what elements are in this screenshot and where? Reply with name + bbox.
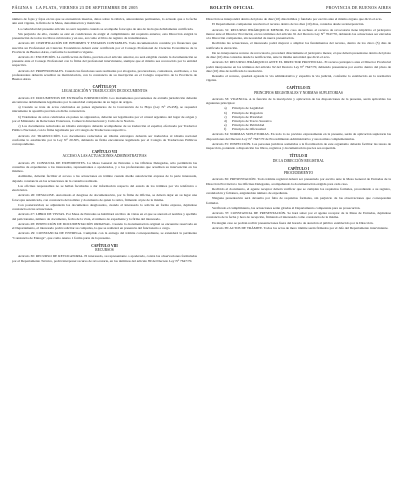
chapter-number: CAPÍTULO VIII xyxy=(91,243,118,248)
list-item-text: Principio de Tracto Sucesivo xyxy=(232,118,272,123)
chapter-heading xyxy=(206,167,391,176)
paragraph: Artículo 29: CONSTANCIA DE ENTREGA. Cumplido con la entrega del trámite correspondiente, se extenderá la pertinente "Constancia de Entrega", que como Anexo 1 forma parte de la presente. xyxy=(12,231,197,240)
chapter-number: CAPÍTULO VII xyxy=(91,150,118,155)
chapter-number: CAPÍTULO I xyxy=(287,166,310,171)
list-item-text: Principio de Legalidad xyxy=(232,106,264,111)
paragraph: El Departamento competente resolverá el recurso dentro de los diez (10) días, contados desde su interposición. xyxy=(212,22,365,27)
paragraph: Artículo 26: DESGLOSE. Autorizado el desglose de documentación, por la firma de Oficina, se deberá dejar en su lugar una fotocopia autenticada, con constancia del nombre y documento de quien lo retira, firmando al pie de la misma. xyxy=(12,193,197,202)
list-item-marker: f) xyxy=(224,126,227,131)
paragraph: La caducidad del presente artículo no será requisito cuando se acompañe fotocopia de una de las hojas debidamente certificada. xyxy=(18,26,194,31)
chapter-title: RECURSOS xyxy=(95,248,114,253)
issue-date: LA PLATA, VIERNES 23 DE SEPTIEMBRE DE 2005 xyxy=(36,5,138,10)
paragraph: Artículo 30: RECURSO DE REVOCATORIA. El interesado, su representante o apoderado, contra las observaciones formuladas por el Departamento Técnico, podrá interponer recurso de revocatoria, en los términos del artículo 89 del Decreto Ley N° 7647/70. xyxy=(12,254,197,263)
paragraph: Artículo 32: RECURSO JERÁRQUICO ANTE EL DIRECTOR PROVINCIAL. El recurso jerárquico ante el Director Provincial podrá interponerse en los términos del artículo 92 del Decreto Ley N° 7647/70, debiendo presentarse por escrito dentro del plazo de diez (10) días de notificada la resolución. xyxy=(206,60,391,73)
list-item-text: Principio de Prioridad xyxy=(232,114,263,119)
paragraph: Dirección se interpondrá dentro del plazo de diez (10) días hábiles y fundado por escrito ante el mismo órgano que dictó el acto. xyxy=(206,17,383,21)
paragraph: Verificado el cumplimiento, las actuaciones serán giradas al Departamento competente para su prosecución. xyxy=(212,205,361,210)
paragraph: Artículo 33: VIGENCIA. A la función de la inscripción y aplicación de las disposiciones de la presente, serán aplicables los siguientes principios: xyxy=(206,96,391,106)
list-item-marker: b) xyxy=(224,110,227,115)
paragraph: Las oficinas responsables no se hallan facultadas a dar información respecto del estado de los trámites por vía telefónica o electrónica. xyxy=(12,183,197,193)
page-number: PÁGINA 6 xyxy=(12,5,33,10)
paragraph: Asimismo, deberán facilitar el acceso a las actuaciones en trámite cuando medie autorización expresa de la parte interesada, dejando constancia en las actuaciones de la consulta realizada. xyxy=(12,174,197,183)
chapter-heading xyxy=(12,85,197,94)
paragraph: Resuelto el recurso, quedará agotada la vía administrativa y expedita la vía judicial, conforme lo establecido en la normativa vigente. xyxy=(206,74,391,83)
paragraph: Artículo 20: CERTIFICACIÓN DE INFORMES Y ESTADOS CONTABLES. Toda documentación contable y/o financiera que suscriba un Profesional en Ciencias Económicas deberá estar certificada por el Consejo Profesional de Ciencias Económicas de la Provincia de Buenos Aires, conforme la normativa vigente. xyxy=(12,41,197,54)
paragraph: Ninguna presentación será devuelta por falta de requisitos formales, sin perjuicio de las observaciones que correspondan formular. xyxy=(206,196,391,205)
paragraph: Artículo 27: LIBRO DE VISTAS. Por Mesa de Entradas se habilitará un libro de vistas en el que se anotará el nombre y apellido del peticionante, número de documento, fecha de la vista, el número de expediente y la firma del interesado. xyxy=(12,212,197,221)
list-item-marker: d) xyxy=(224,118,227,123)
chapter-heading xyxy=(206,86,391,95)
list-item-text: Principio de Rogación xyxy=(232,110,263,115)
chapter-title: LEGALIZACIÓN Y TRADUCCIÓN DE DOCUMENTOS xyxy=(61,89,148,94)
right-column xyxy=(206,17,391,264)
text-columns xyxy=(12,17,391,264)
paragraph: Recibidas las actuaciones, el interesado podrá mejorar o ampliar los fundamentos del recurso, dentro de los cinco (5) días de notificada la elevación. xyxy=(206,41,391,50)
page-header xyxy=(12,5,391,13)
paragraph: Artículo 37: CONSTANCIA DE PRESENTACIÓN. Se hará saber por el agente receptor de la Mesa de Entradas, dejándose constancia de la fecha y hora de recepción, firmando el interesado como constancia de la misma. xyxy=(206,211,391,220)
paragraph: Artículo 38: ACTOS DE TRÁMITE. Todos los actos de mero trámite serán firmados por el Jefe del Departamento interviniente. xyxy=(212,226,389,231)
chapter-number: TÍTULO II xyxy=(289,154,308,159)
paragraph: Artículo 28: INSPECCIÓN DE DOCUMENTACIÓN ORIGINAL. Cuando la documentación original se encuentre reservada en el Departamento, el interesado podrá solicitar su compulsa, la que se realizará en presencia del funcionario a cargo. xyxy=(12,221,197,231)
chapter-number: CAPÍTULO IX xyxy=(286,86,311,91)
paragraph: Artículo 23: DOCUMENTOS DE EXTRAÑA JURISDICCIÓN. Los instrumentos provenientes de extraña jurisdicción deberán encontrarse debidamente legalizados por la autoridad competente de su lugar de origen. xyxy=(12,95,197,104)
paragraph: Artículo 35: INSPECCIÓN. Las personas jurídicas sometidas a la fiscalización de este organismo deberán facilitar las tareas de inspección, poniendo a disposición los libros, registros y documentación que les sea requerida. xyxy=(206,141,391,151)
paragraph: Con posterioridad, se adjuntarán los documentos desglosados, cuando el interesado lo solicite en forma expresa, dejándose constancia en las actuaciones. xyxy=(12,202,197,212)
paragraph: Artículo 25: CONSULTA DE EXPEDIENTES. La Mesa General de Entradas o las Oficinas Delegadas, sólo permitirán las consultas de expedientes a los interesados, representantes o apoderados, y a los profesionales que acrediten su intervención en los mismos. xyxy=(12,160,197,174)
chapter-title: DE LA DIRECCIÓN REGISTRAL xyxy=(272,158,325,163)
paragraph: Artículo 34: NORMAS SUPLETORIAS. En todo lo no previsto expresamente en la presente, serán de aplicación supletoria las disposiciones del Decreto Ley N° 7647/70 de Procedimiento Administrativo y sus normas complementarias. xyxy=(206,132,391,141)
gazette-title: BOLETÍN OFICIAL xyxy=(209,5,254,10)
paragraph: Sin perjuicio de ello, cuando se esté en condiciones de exigir el cumplimiento del requisito anterior, esta Dirección exigirá la presentación de todos los libros rubricados y en uso, así como el libro de registro de transmisiones. xyxy=(12,31,197,40)
principles-list xyxy=(224,106,391,131)
chapter-heading xyxy=(12,244,197,253)
paragraph: Recibido el documento, el agente receptor deberá verificar que se cumplan los requisitos formales, procediendo a su registro, caratulación y foliatura, asignándole número de expediente. xyxy=(206,186,391,196)
left-column xyxy=(12,17,197,264)
list-item xyxy=(224,127,391,131)
chapter-title: PRINCIPIOS REGISTRALES Y NORMAS SUPLETORIAS xyxy=(254,90,343,95)
paragraph: Artículo 36: PRESENTACIÓN. Todo trámite registral deberá ser presentado por escrito ante la Mesa General de Entradas de la Dirección Provincial o las Oficinas Delegadas, acompañando la documentación exigida para cada caso. xyxy=(206,177,391,186)
paragraph: Artículo 24: TRADUCCIÓN. Los documentos redactados en idioma extranjero deberán ser traducidos al idioma nacional conforme lo establecido por la Ley N° 20.305, debiendo su firma encontrarse legalizada por el Colegio de Traductores Públicos correspondiente. xyxy=(12,133,197,147)
list-item-text: Principio de Publicidad xyxy=(232,122,265,127)
paragraph: En ningún caso se podrán recibir presentaciones fuera del horario de atención al público establecido por la Dirección. xyxy=(212,220,374,225)
list-item-marker: a) xyxy=(224,106,227,111)
paragraph: Artículo 21: EXCEPCIÓN. La certificación de firma, prevista en el artículo anterior, no será exigible cuando la documentación se presente ante el Consejo Profesional con la firma del profesional interviniente, siempre que el mismo sea reconocido por la entidad respectiva. xyxy=(12,55,197,68)
list-item-marker: c) xyxy=(224,114,227,119)
paragraph: a) Cuando se trate de actos celebrados en países signatarios de la Convención de la Haya (Ley N° 23.458), se requerirá únicamente la apostilla prevista en dicha convención. xyxy=(12,105,197,114)
chapter-title: ACCESO A LAS ACTUACIONES ADMINISTRATIVAS xyxy=(62,154,147,159)
list-item-text: Principio de Oficiosidad xyxy=(232,126,266,131)
paragraph: Artículo 31: RECURSO JERÁRQUICO MENOR. En caso de rechazo el recurso de revocatoria tiene implícito el jerárquico menor ante el Director Provincial, en los términos del artículo 91 del Decreto Ley N° 7647/70, debiendo las actuaciones ser elevadas a la Dirección competente, sin necesidad de nueva presentación. xyxy=(206,27,391,40)
paragraph: Artículo 22: PROFESIONALES. Cuando las funciones sean realizadas por abogados, procuradores, contadores, escribanos, o los profesionales deberán acreditar su matriculación, con la constancia de su inscripción en el Colegio respectivo de la Provincia de Buenos Aires. xyxy=(12,68,197,81)
chapter-title: PROCEDIMIENTO xyxy=(283,171,314,176)
chapter-heading xyxy=(12,150,197,159)
list-item-marker: e) xyxy=(224,122,227,127)
paragraph: c) Los documentos redactados en idioma extranjero deberán acompañarse de su traducción al español, efectuada por Traductor Público Nacional, con la firma legalizada por el Colegio de Traductores respectivo. xyxy=(12,124,197,133)
paragraph: número de fojas y fojas en las que se encuentran insertas, datos sobre la rúbrica, antecedentes pertinentes, lo actuado que a la fecha aún está vigente, la firma de la Mesa, denominación y matrícula. xyxy=(12,17,197,26)
province-name: PROVINCIA DE BUENOS AIRES xyxy=(326,5,391,10)
header-page-date xyxy=(12,5,138,10)
chapter-heading xyxy=(206,154,391,163)
chapter-number: CAPÍTULO VI xyxy=(92,85,117,90)
paragraph: b) Tratándose de actos celebrados en países no signatarios, deberán ser legalizados por el cónsul argentino del lugar de origen y por el Ministerio de Relaciones Exteriores, Comercio Internacional y Culto de la Nación. xyxy=(12,114,197,123)
paragraph: De no interponerse recurso de revocatoria, procederá directamente el jerárquico menor, el que deberá presentarse dentro del plazo de diez (10) días contados desde la notificación, ante la misma autoridad que dictó el acto. xyxy=(206,50,391,59)
